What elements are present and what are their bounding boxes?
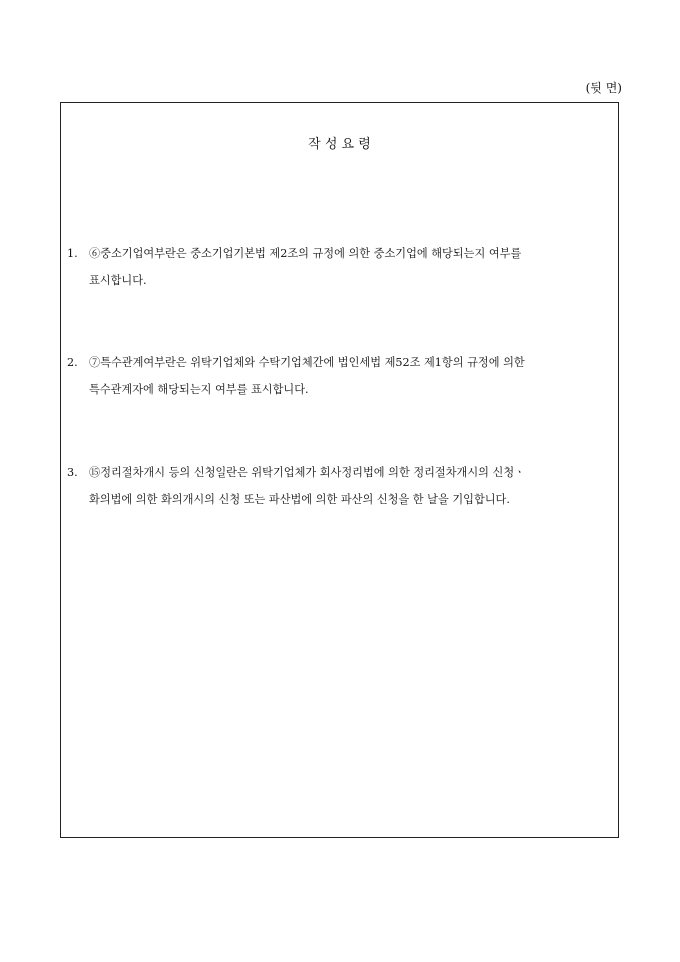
instruction-text-line-2: 특수관계자에 해당되는지 여부를 표시합니다. — [89, 383, 309, 396]
instruction-text-line-2: 화의법에 의한 화의개시의 신청 또는 파산법에 의한 파산의 신청을 한 날을 기입합니다. — [89, 493, 510, 506]
instruction-text-line-1: ⑥중소기업여부란은 중소기업기본법 제2조의 규정에 의한 중소기업에 해당되는지 여부를 — [89, 247, 522, 260]
instruction-number: 2. — [67, 356, 78, 369]
instruction-text-line-2: 표시합니다. — [89, 274, 147, 287]
instruction-item-3 — [67, 459, 608, 513]
instruction-item-1 — [67, 240, 608, 294]
instruction-text-line-1: ⑮정리절차개시 등의 신청일란은 위탁기업체가 회사정리법에 의한 정리절차개시의 신청ㆍ — [89, 466, 525, 479]
instructions-box — [60, 102, 619, 838]
instructions-title: 작 성 요 령 — [308, 137, 371, 152]
instruction-number: 1. — [67, 247, 78, 260]
instruction-item-2 — [67, 349, 608, 403]
instruction-number: 3. — [67, 466, 78, 479]
instruction-text-line-1: ⑦특수관계여부란은 위탁기업체와 수탁기업체간에 법인세법 제52조 제1항의 규정에 의한 — [89, 356, 525, 369]
page-side-label: (뒷 면) — [585, 81, 622, 95]
